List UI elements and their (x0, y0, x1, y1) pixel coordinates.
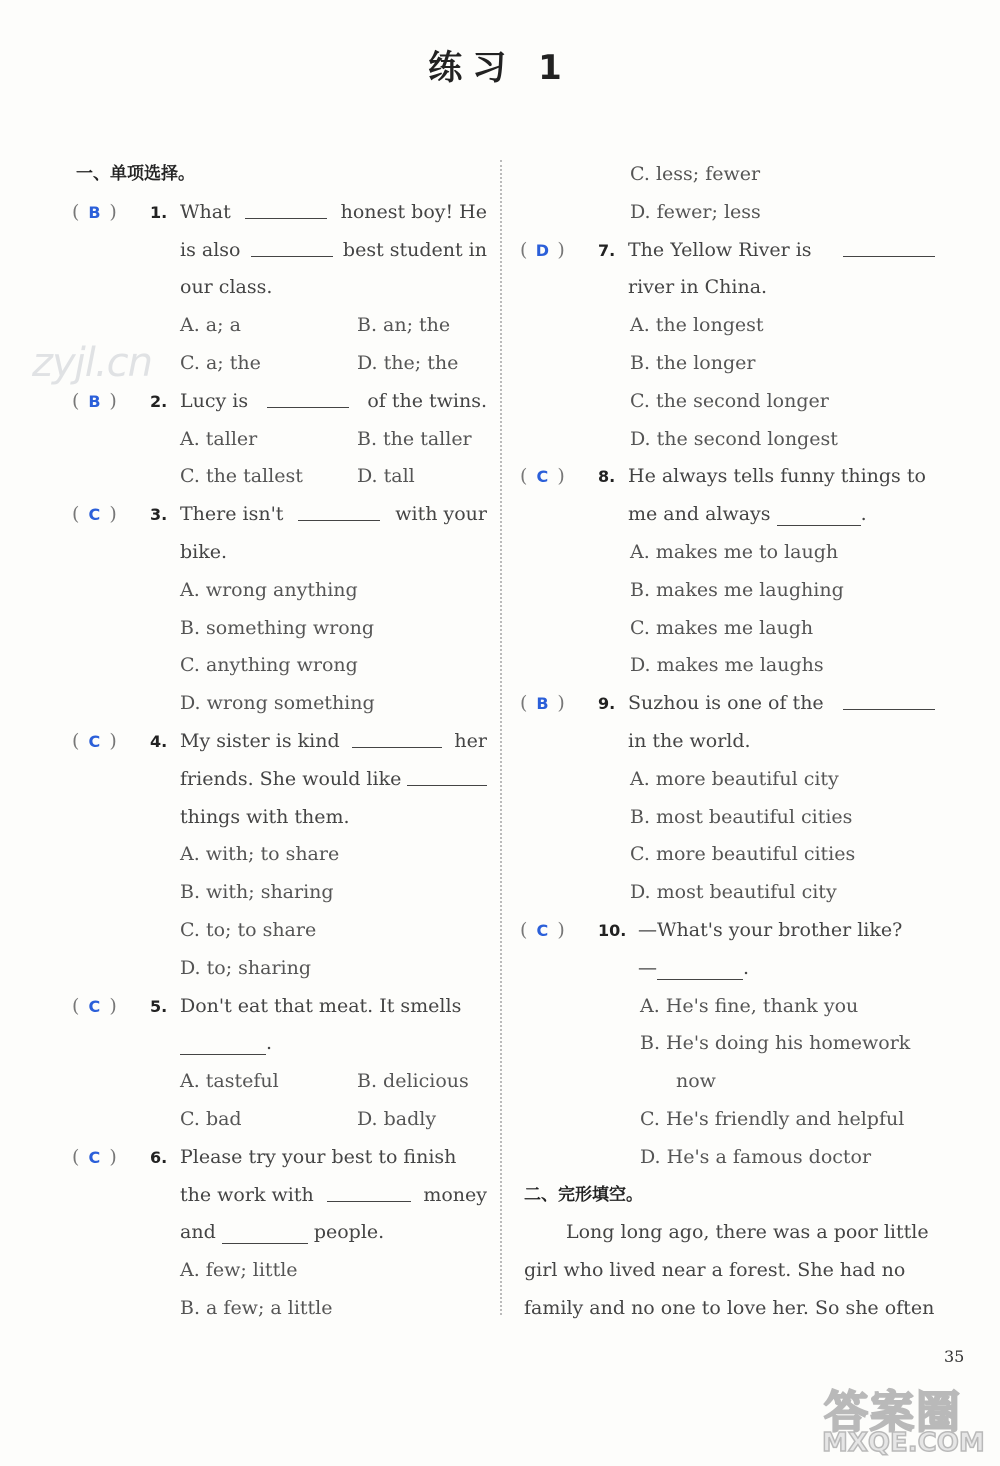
question-number: 5. (150, 996, 168, 1016)
answer-bracket: ( D ) (520, 232, 598, 270)
question-5 (72, 988, 487, 1026)
option-b: B. a few; a little (180, 1296, 333, 1319)
question-stem: Please try your best to finish (180, 1145, 457, 1168)
question-stem: bike. (180, 540, 228, 563)
option-a: A. more beautiful city (630, 767, 839, 790)
option-b: B. delicious (357, 1070, 469, 1093)
passage-line: girl who lived near a forest. She had no (524, 1259, 906, 1282)
question-number: 6. (150, 1147, 168, 1167)
question-stem: in the world. (628, 729, 751, 752)
answer-blank (843, 685, 935, 710)
option-d: D. the second longest (630, 427, 838, 450)
site-logo-cn: 答案圈 (824, 1387, 962, 1438)
watermark-logo: zyjl.cn (32, 340, 152, 386)
option-c: C. anything wrong (180, 654, 358, 677)
question-stem: and people. (180, 1221, 385, 1244)
question-stem: . (180, 1025, 487, 1063)
option-d: D. most beautiful city (630, 881, 837, 904)
option-b: B. most beautiful cities (630, 805, 853, 828)
option-a: A. wrong anything (180, 578, 358, 601)
option-d: D. wrong something (180, 692, 375, 715)
question-10 (520, 912, 935, 950)
question-stem: —What's your brother like? (638, 918, 903, 941)
option-c: C. makes me laugh (630, 616, 814, 639)
option-d: D. He's a famous doctor (640, 1145, 872, 1168)
option-c: C. the tallest (180, 465, 303, 488)
option-b: B. something wrong (180, 616, 375, 639)
answer-blank (251, 232, 333, 257)
question-number: 7. (598, 240, 616, 260)
question-number: 4. (150, 731, 168, 751)
question-number: 2. (150, 391, 168, 411)
option-a: A. few; little (180, 1259, 298, 1282)
question-3 (72, 496, 487, 534)
option-a: A. taller (180, 427, 258, 450)
question-number: 9. (598, 694, 616, 714)
answer-blank (267, 383, 349, 408)
option-c: C. He's friendly and helpful (640, 1107, 905, 1130)
question-stem: Don't eat that meat. It smells (180, 994, 462, 1017)
answer-mark: B (88, 202, 101, 222)
question-stem: — . (638, 956, 750, 979)
answer-blank (327, 1177, 411, 1202)
right-column (520, 156, 935, 1328)
option-d: D. tall (357, 465, 415, 488)
question-9 (520, 685, 935, 723)
answer-blank (843, 232, 935, 257)
answer-bracket: ( B ) (72, 194, 150, 232)
question-1 (72, 194, 487, 232)
option-a: A. the longest (630, 314, 764, 337)
answer-bracket: ( C ) (72, 723, 150, 761)
option-c: C. to; to share (180, 918, 317, 941)
site-logo-en: MXQE.COM (822, 1428, 985, 1458)
answer-bracket: ( B ) (72, 383, 150, 421)
option-c: C. the second longer (630, 389, 829, 412)
page-number: 35 (944, 1347, 965, 1366)
option-d: D. the; the (357, 351, 459, 374)
option-b: B. the taller (357, 427, 472, 450)
option-c: C. less; fewer (630, 163, 761, 185)
question-stem: What honest boy! He (180, 194, 487, 232)
option-b-continued: now (676, 1070, 716, 1093)
question-stem: Lucy is of the twins. (180, 383, 487, 421)
column-divider (500, 160, 502, 1315)
answer-mark: B (88, 391, 101, 411)
question-stem: He always tells funny things to (628, 465, 926, 488)
question-stem: friends. She would like (180, 761, 487, 799)
answer-blank (298, 496, 380, 521)
section-heading-single-choice: 一、单项选择。 (76, 164, 195, 184)
section-heading-cloze: 二、完形填空。 (524, 1184, 643, 1205)
option-b: B. with; sharing (180, 881, 334, 904)
option-d: D. to; sharing (180, 956, 312, 979)
answer-bracket: ( C ) (520, 458, 598, 496)
option-b: B. makes me laughing (630, 578, 844, 601)
answer-mark: C (88, 1147, 101, 1167)
answer-mark: C (536, 920, 549, 940)
answer-bracket: ( C ) (72, 1139, 150, 1177)
question-number: 1. (150, 202, 168, 222)
answer-mark: C (88, 996, 101, 1016)
answer-mark: C (88, 505, 101, 525)
answer-bracket: ( B ) (520, 685, 598, 723)
question-stem: the work with money (180, 1177, 487, 1215)
answer-mark: C (88, 731, 101, 751)
left-column (72, 156, 487, 1328)
option-b: B. an; the (357, 314, 451, 337)
passage-line: Long long ago, there was a poor little (566, 1221, 929, 1244)
option-a: A. a; a (180, 314, 241, 337)
option-a: A. He's fine, thank you (640, 994, 859, 1017)
answer-blank (407, 761, 487, 786)
question-number: 8. (598, 467, 616, 487)
question-stem: our class. (180, 276, 273, 299)
answer-blank (222, 1219, 308, 1244)
question-stem: me and always . (628, 503, 867, 526)
answer-blank (777, 501, 861, 526)
option-d: D. fewer; less (630, 200, 761, 223)
question-stem: There isn't with your (180, 496, 487, 534)
option-b: B. He's doing his homework (640, 1032, 911, 1055)
question-number: 3. (150, 505, 168, 525)
answer-bracket: ( C ) (72, 496, 150, 534)
answer-mark: B (536, 694, 549, 714)
answer-blank (180, 1030, 266, 1055)
question-stem: is also best student in (180, 232, 487, 270)
option-a: A. makes me to laugh (630, 540, 839, 563)
question-stem: river in China. (628, 276, 768, 299)
answer-bracket: ( C ) (72, 988, 150, 1026)
answer-blank (352, 723, 442, 748)
question-stem: Suzhou is one of the (628, 685, 935, 723)
passage-line: family and no one to love her. So she often (524, 1296, 935, 1319)
question-stem: things with them. (180, 805, 350, 828)
question-8 (520, 458, 935, 496)
question-2 (72, 383, 487, 421)
option-a: A. tasteful (180, 1070, 279, 1093)
answer-bracket: ( C ) (520, 912, 598, 950)
question-6 (72, 1139, 487, 1177)
question-stem: The Yellow River is (628, 232, 935, 270)
question-4 (72, 723, 487, 761)
option-d: D. makes me laughs (630, 654, 824, 677)
option-b: B. the longer (630, 351, 756, 374)
option-a: A. with; to share (180, 843, 340, 866)
question-number: 10. (598, 920, 627, 940)
page-title: 练习 1 (428, 48, 572, 88)
question-7 (520, 232, 935, 270)
answer-blank (245, 194, 327, 219)
option-c: C. more beautiful cities (630, 843, 856, 866)
option-d: D. badly (357, 1107, 437, 1130)
answer-mark: D (535, 240, 550, 260)
answer-mark: C (536, 467, 549, 487)
site-logo (818, 1376, 994, 1458)
option-c: C. a; the (180, 351, 261, 374)
question-stem: My sister is kind her (180, 723, 487, 761)
option-c: C. bad (180, 1107, 242, 1130)
answer-blank (657, 955, 743, 980)
